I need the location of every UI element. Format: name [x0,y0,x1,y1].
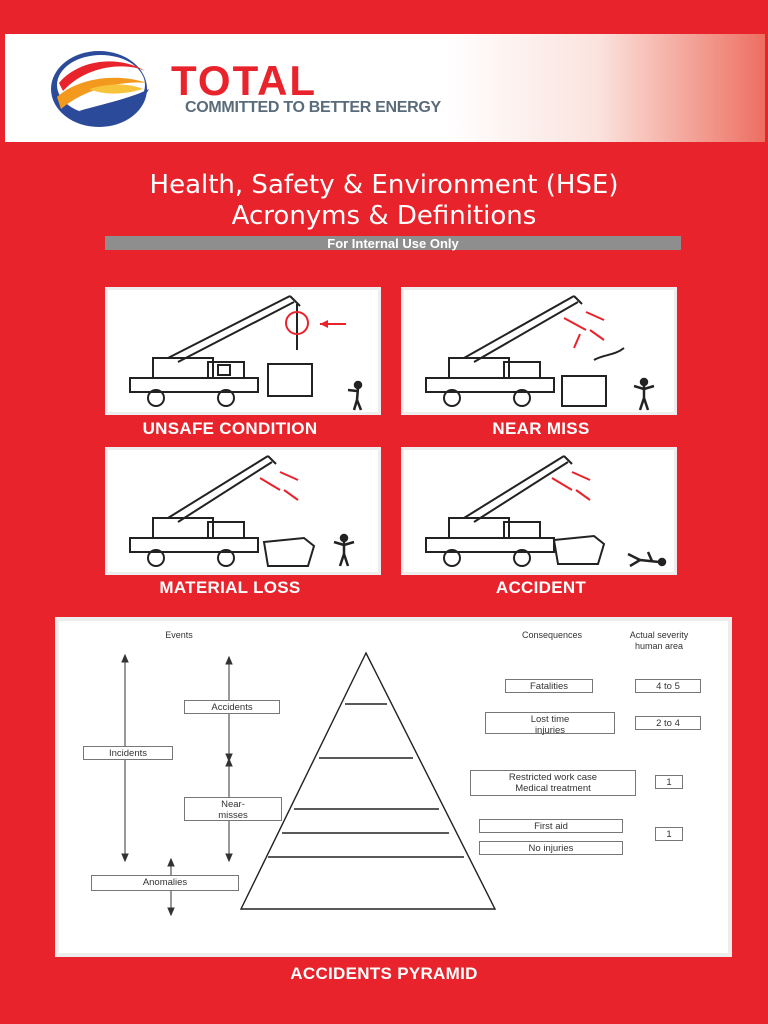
internal-use-banner: For Internal Use Only [105,236,681,250]
consequence-fatalities: Fatalities [505,679,593,693]
event-incidents: Incidents [83,746,173,760]
brand-tagline: COMMITTED TO BETTER ENERGY [185,99,441,116]
restricted-work-label: Restricted work case [508,772,598,783]
panel-unsafe-condition [105,287,381,415]
total-logo-icon [49,49,155,134]
event-anomalies: Anomalies [91,875,239,891]
severity-restricted: 1 [655,775,683,789]
consequence-restricted-medical [470,770,636,796]
severity-lost-time: 2 to 4 [635,716,701,730]
crane-worker-injured-icon [404,450,674,572]
crane-load-fall-icon [404,290,674,412]
severity-fatalities: 4 to 5 [635,679,701,693]
caption-unsafe-condition: UNSAFE CONDITION [142,419,318,438]
consequence-lost-time [485,712,615,734]
title-line-1: Health, Safety & Environment (HSE) [149,170,619,200]
header-banner [5,34,765,142]
severity-first-aid: 1 [655,827,683,841]
caption-near-miss: NEAR MISS [492,419,590,438]
consequences-header: Consequences [521,630,583,640]
events-header: Events [165,630,193,640]
caption-accidents-pyramid: ACCIDENTS PYRAMID [290,964,478,983]
title-line-2: Acronyms & Definitions [231,201,537,231]
page-title [0,170,768,232]
panel-near-miss [401,287,677,415]
event-accidents: Accidents [184,700,280,714]
lost-time-label: Lost time injuries [530,714,570,736]
event-near-misses [184,797,282,821]
consequence-no-injuries: No injuries [479,841,623,855]
panel-accident [401,447,677,575]
medical-treatment-label: Medical treatment [515,783,591,794]
crane-load-damage-icon [108,450,378,572]
severity-header: Actual severity human area [629,630,689,651]
consequence-first-aid: First aid [479,819,623,833]
near-misses-label: Near-misses [218,799,248,821]
caption-accident: ACCIDENT [495,578,587,597]
caption-material-loss: MATERIAL LOSS [159,578,301,597]
crane-load-hook-icon [108,290,378,412]
panel-material-loss [105,447,381,575]
accidents-pyramid-chart [55,617,732,957]
pyramid-shape [241,653,495,909]
brand-name: TOTAL [171,57,318,104]
